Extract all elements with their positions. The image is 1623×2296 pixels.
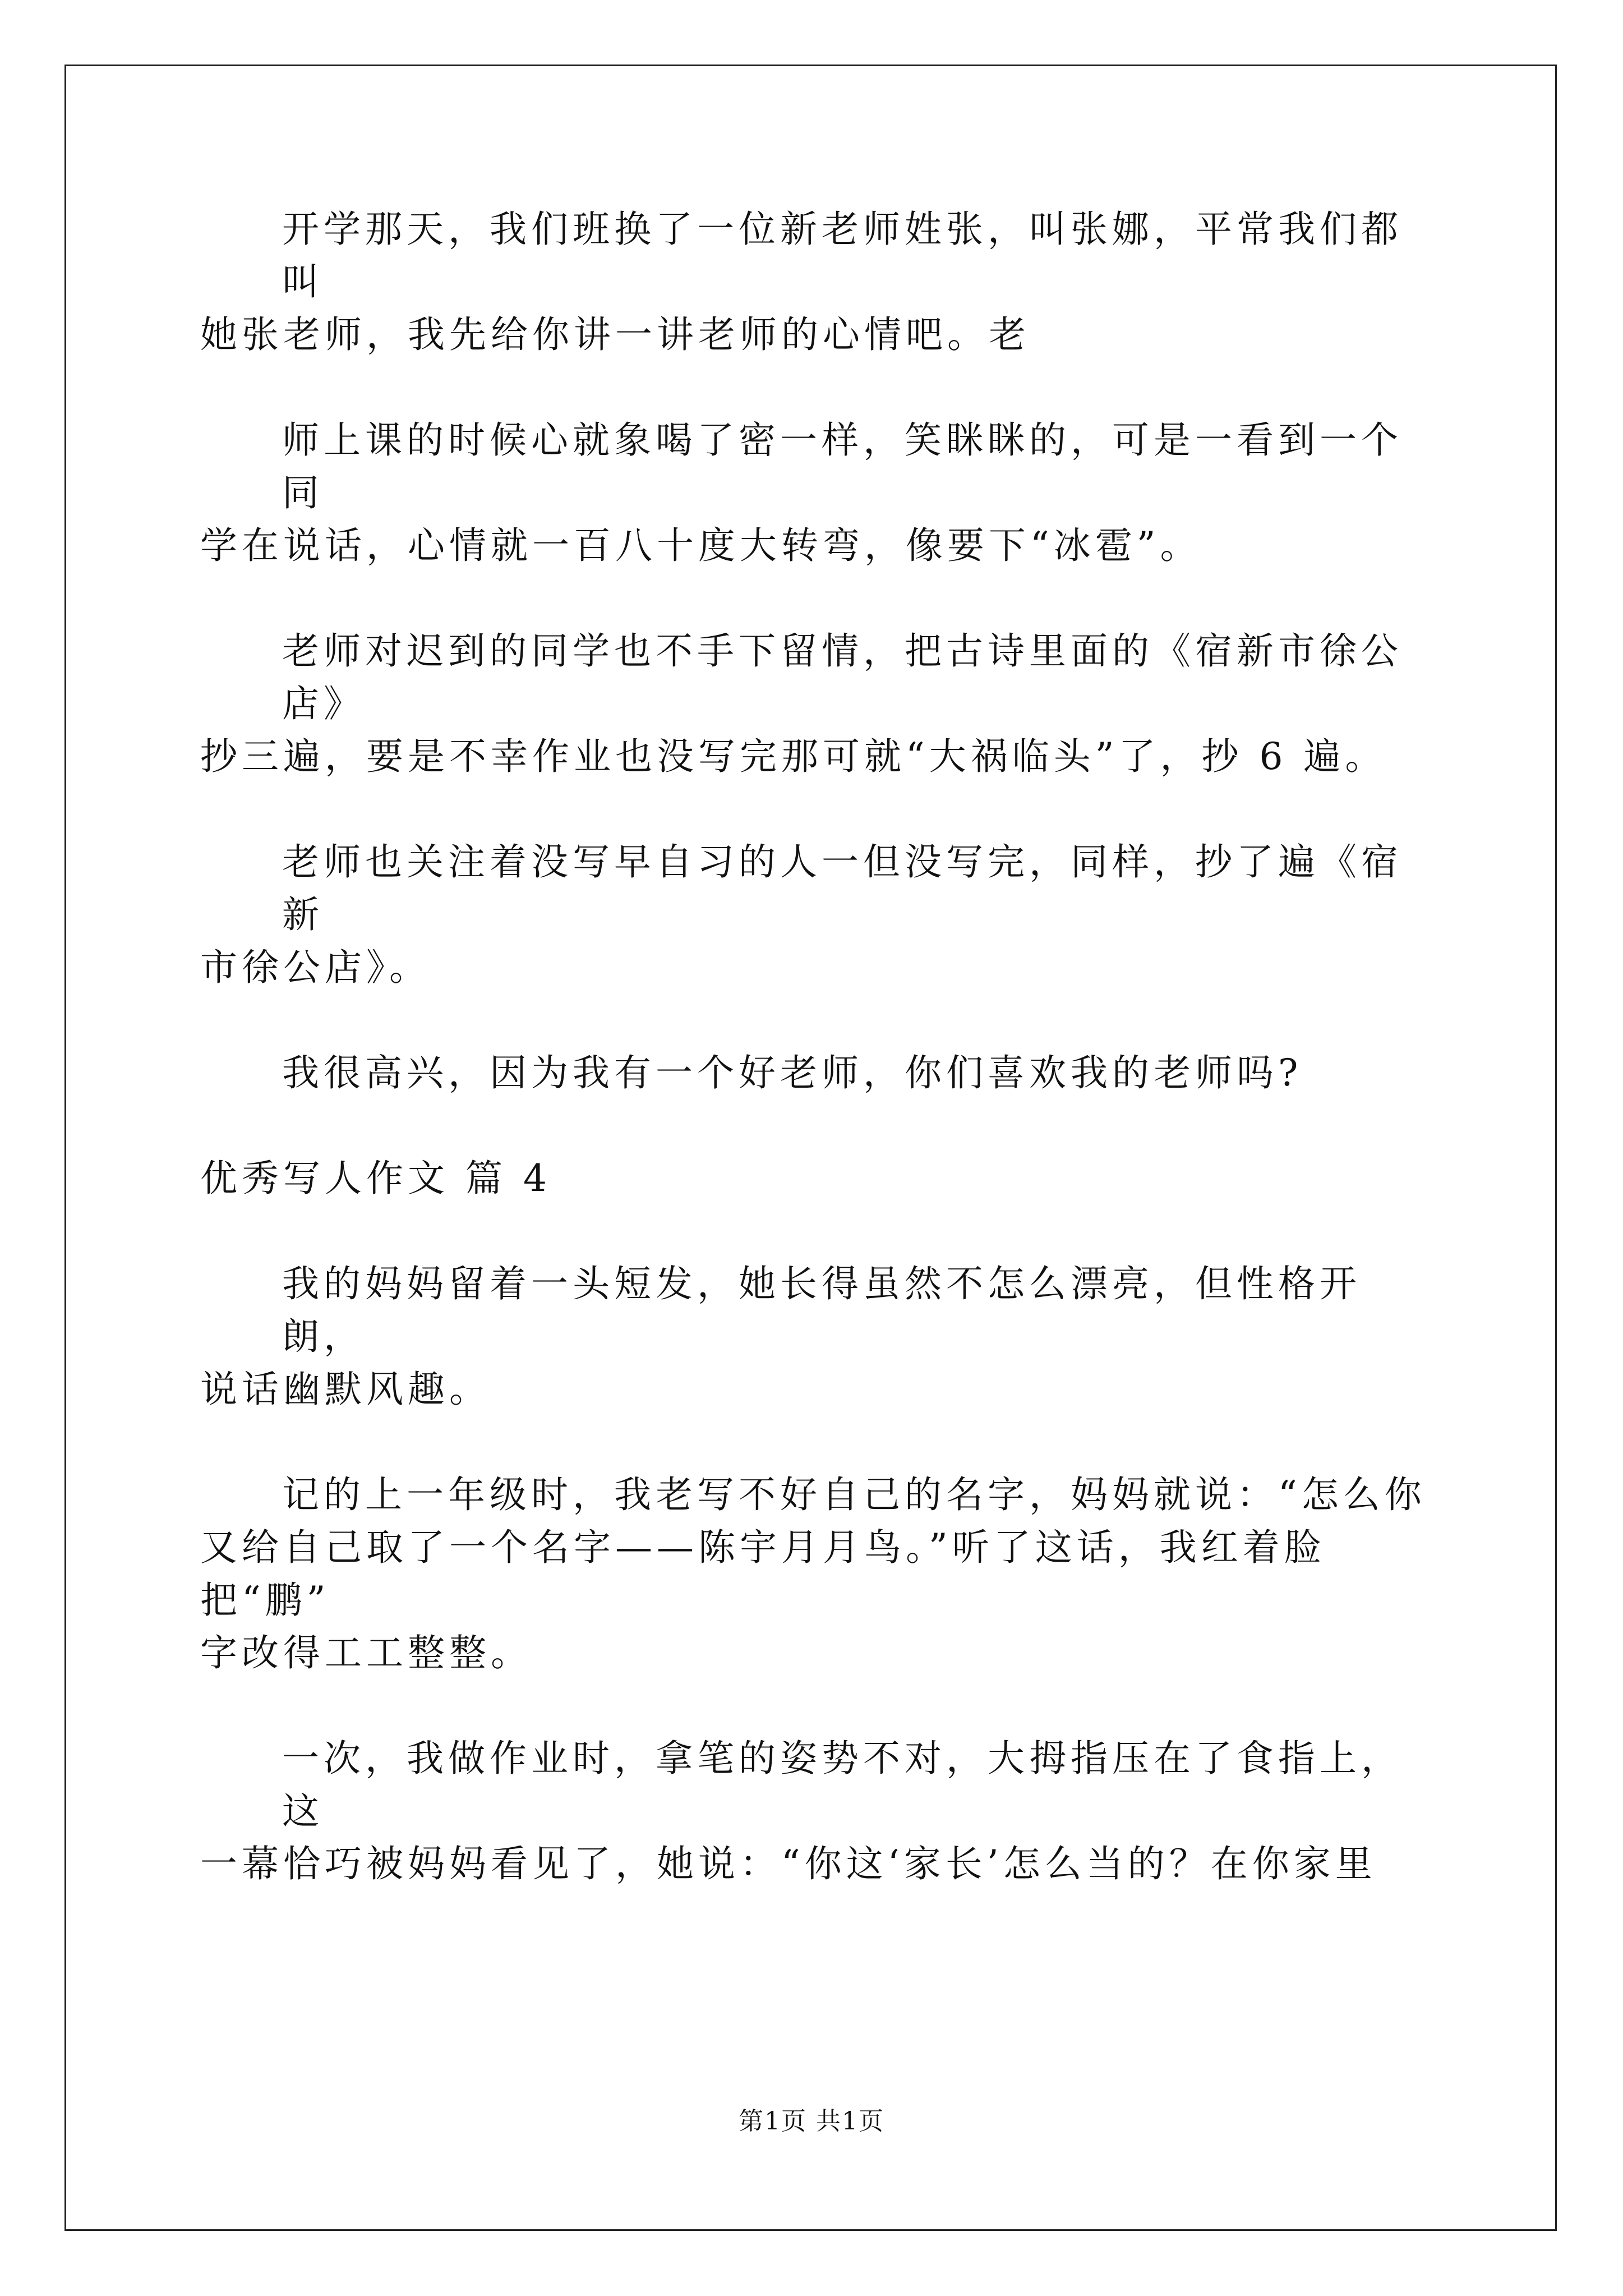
paragraph-3 xyxy=(200,625,1434,783)
paragraph-line: 记的上一年级时，我老写不好自己的名字，妈妈就说：“怎么你 xyxy=(282,1473,1426,1516)
paragraph-4 xyxy=(200,836,1434,994)
paragraph-line: 抄三遍，要是不幸作业也没写完那可就“大祸临头”了，抄 6 遍。 xyxy=(200,735,1387,778)
document-body xyxy=(200,203,1434,1943)
paragraph-line: 我的妈妈留着一头短发，她长得虽然不怎么漂亮，但性格开朗， xyxy=(282,1262,1361,1358)
paragraph-line: 字改得工工整整。 xyxy=(200,1631,532,1674)
paragraph-line: 开学那天，我们班换了一位新老师姓张，叫张娜，平常我们都叫 xyxy=(282,208,1403,303)
paragraph-1 xyxy=(200,203,1434,361)
paragraph-line: 老师对迟到的同学也不手下留情，把古诗里面的《宿新市徐公店》 xyxy=(282,629,1403,725)
paragraph-line: 一次，我做作业时，拿笔的姿势不对，大拇指压在了食指上，这 xyxy=(282,1737,1403,1833)
paragraph-5 xyxy=(200,1047,1434,1099)
paragraph-8 xyxy=(200,1732,1434,1890)
paragraph-line: 又给自己取了一个名字——陈宇月月鸟。”听了这话，我红着脸把“鹏” xyxy=(200,1526,1326,1622)
paragraph-line: 市徐公店》。 xyxy=(200,946,431,989)
page-footer: 第1页 共1页 xyxy=(739,2107,884,2136)
section-heading: 优秀写人作文 篇 4 xyxy=(200,1157,551,1200)
paragraph-line: 一幕恰巧被妈妈看见了，她说：“你这‘家长’怎么当的？在你家里 xyxy=(200,1842,1377,1885)
paragraph-line: 学在说话，心情就一百八十度大转弯，像要下“冰雹”。 xyxy=(200,524,1202,567)
paragraph-line: 她张老师，我先给你讲一讲老师的心情吧。老 xyxy=(200,313,1030,356)
paragraph-line: 老师也关注着没写早自习的人一但没写完，同样，抄了遍《宿新 xyxy=(282,840,1403,936)
paragraph-line: 师上课的时候心就象喝了密一样，笑眯眯的，可是一看到一个同 xyxy=(282,418,1403,514)
paragraph-2 xyxy=(200,414,1434,572)
paragraph-line: 我很高兴，因为我有一个好老师，你们喜欢我的老师吗? xyxy=(282,1051,1303,1094)
paragraph-7 xyxy=(200,1469,1434,1680)
paragraph-6 xyxy=(200,1258,1434,1416)
paragraph-line: 说话幽默风趣。 xyxy=(200,1368,491,1411)
